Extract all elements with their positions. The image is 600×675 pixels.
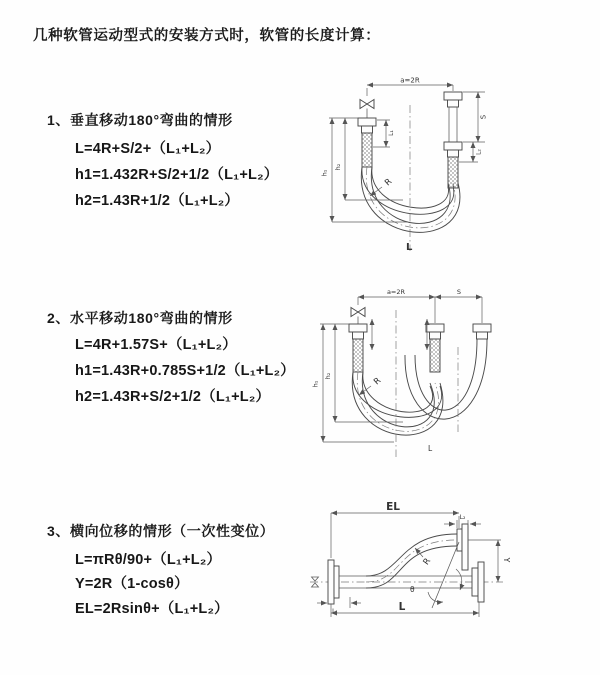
section-2-formula-h2: h2=1.43R+S/2+1/2（L₁+L₂）: [75, 389, 271, 405]
dim-a2r: [358, 288, 435, 297]
left-pipe-assembly: [349, 324, 367, 372]
page-title: 几种软管运动型式的安装方式时，软管的长度计算：: [33, 28, 381, 44]
dim-label-s: S: [456, 288, 462, 296]
dim-label-l1: L₁: [332, 608, 338, 615]
radius-line: [432, 542, 459, 608]
section-2-formula-h1: h1=1.43R+0.785S+1/2（L₁+L₂）: [75, 363, 295, 379]
middle-pipe-assembly: [426, 324, 444, 372]
dim-label-s: S: [479, 114, 488, 120]
section-1-heading: 1、垂直移动180°弯曲的情形: [47, 112, 233, 128]
dim-label-el: EL: [386, 501, 400, 513]
hose-u-curves-displaced: [405, 339, 487, 419]
dim-label-a2r: a=2R: [386, 288, 406, 296]
section-3-heading: 3、横向位移的情形（一次性变位）: [47, 523, 275, 539]
vertical-bend-diagram: [315, 75, 500, 257]
section-2-heading: 2、水平移动180°弯曲的情形: [47, 310, 233, 326]
section-3-formula-y: Y=2R（1-cosθ）: [75, 576, 189, 592]
section-1-formula-h1: h1=1.432R+S/2+1/2（L₁+L₂）: [75, 167, 279, 183]
length-label: L: [428, 444, 433, 453]
angle-theta: [410, 569, 462, 602]
valve-icon: [360, 100, 374, 109]
upper-flange-assembly: [457, 524, 468, 570]
lateral-displacement-diagram: [298, 500, 598, 648]
dim-el: [331, 501, 459, 558]
dim-label-h2: h₂: [324, 372, 332, 380]
dim-s: [435, 288, 482, 297]
dim-l1: [317, 597, 361, 615]
right-pipe-assembly: [444, 92, 462, 188]
dim-label-l2: L₂: [475, 149, 483, 155]
dim-label-l1: L₁: [388, 130, 395, 136]
dim-label-y: Y: [502, 557, 511, 563]
section-3-formula-el: EL=2Rsinθ+（L₁+L₂）: [75, 601, 229, 617]
dim-label-a2r: a=2R: [400, 76, 420, 85]
radius-callout: [370, 177, 394, 196]
dim-label-l: L: [398, 601, 406, 613]
right-flange-assembly: [472, 562, 484, 602]
dim-label-l2: L₂: [459, 514, 466, 521]
dim-label-h1: h₁: [320, 169, 329, 177]
dim-a2r: [367, 77, 453, 97]
angle-label: θ: [410, 585, 415, 594]
section-1-formula-h2: h2=1.43R+1/2（L₁+L₂）: [75, 193, 240, 209]
length-label: L: [406, 242, 413, 253]
dim-l2: [459, 142, 483, 162]
dim-label-h1: h₁: [311, 380, 320, 388]
radius-callout: [415, 548, 433, 567]
radius-label: R: [421, 556, 434, 568]
radius-label: R: [383, 176, 395, 189]
dim-label-h2: h₂: [334, 163, 342, 171]
left-flange-assembly: [328, 560, 339, 604]
dim-l: [331, 601, 479, 617]
radius-label: R: [372, 375, 384, 388]
dim-s: [463, 92, 488, 142]
displaced-pipe-assembly: [473, 324, 491, 339]
section-3-formula-l: L=πRθ/90+（L₁+L₂）: [75, 552, 222, 568]
valve-icon: [351, 308, 365, 317]
section-2-formula-l: L=4R+1.57S+（L₁+L₂）: [75, 337, 237, 353]
section-1-formula-l: L=4R+S/2+（L₁+L₂）: [75, 141, 221, 157]
horizontal-bend-diagram: [310, 282, 505, 474]
left-pipe-assembly: [358, 118, 376, 167]
